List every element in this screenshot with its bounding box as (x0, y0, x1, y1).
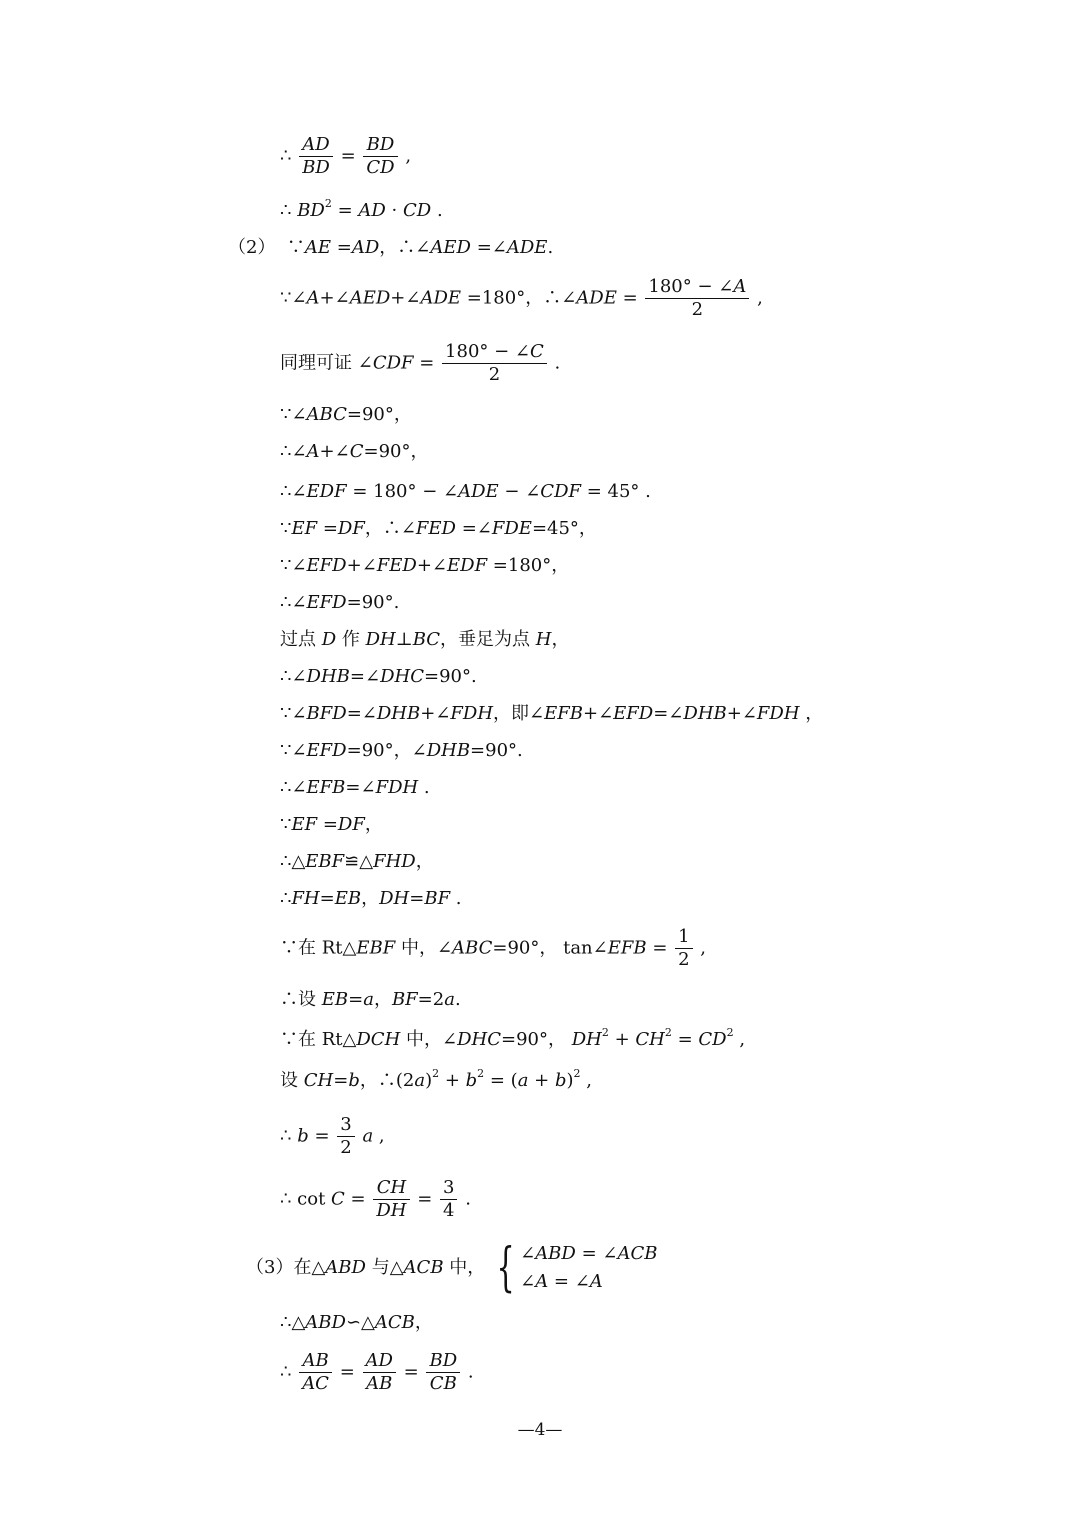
proof-line-27: ∴△ABD∽△ACB， (280, 1312, 433, 1333)
proof-line-20: ∵在 Rt△EBF 中，∠ABC=90°， tan∠EFB = $\frac{1}{2}$ , (280, 926, 707, 970)
proof-line-12: 过点 D 作 DH⊥BC，垂足为点 H， (280, 629, 570, 650)
page-number: —4— (517, 1420, 563, 1440)
proof-line-28: ∴ $\frac{AB}{AC}$ = $\frac{AD}{AB}$ = $\frac{BD}{CB}$ . (280, 1350, 474, 1394)
proof-line-10: ∵∠EFD+∠FED+∠EDF =180°， (280, 555, 570, 576)
proof-line-21: ∴设 EB=a，BF=2a. (280, 989, 461, 1010)
proof-line-11: ∴∠EFD=90°. (280, 592, 400, 613)
proof-line-2: ∴ $BD^2$ = AD · CD . (280, 197, 443, 221)
proof-line-22: ∵在 Rt△DCH 中，∠DHC=90°， $DH^2 + CH^2 = CD^2$ , (280, 1026, 746, 1050)
proof-line-7: ∴∠A+∠C=90°， (280, 441, 429, 462)
proof-line-23: 设 CH=b，$\therefore(2a)^2 + b^2 = (a + b)^2$ , (280, 1067, 592, 1091)
proof-line-24: ∴ b = $\frac{3}{2}$ a , (280, 1114, 385, 1158)
proof-line-19: ∴FH=EB，DH=BF . (280, 888, 462, 909)
proof-line-4: ∵∠A+∠AED+∠ADE =180°，∴∠ADE = $\frac{180^\circ - \angle A}{2}$ , (280, 276, 763, 320)
proof-line-6: ∵∠ABC=90°， (280, 404, 412, 425)
proof-line-17: ∵EF =DF， (280, 814, 383, 835)
proof-line-8: ∴∠EDF = 180° − ∠ADE − ∠CDF = 45° . (280, 481, 651, 502)
proof-line-25: ∴ cot C = $\frac{CH}{DH}$ = $\frac{3}{4}$ . (280, 1177, 471, 1221)
proof-line-18: ∴△EBF≌△FHD， (280, 851, 434, 872)
proof-line-26: （3）在△ABD 与△ACB 中， { ∠ABD = ∠ACB ∠A = ∠A (246, 1238, 658, 1298)
proof-line-1: ∴ $\frac{AD}{BD}$ = $\frac{BD}{CD}$ , (280, 134, 412, 178)
proof-line-15: ∵∠EFD=90°，∠DHB=90°. (280, 740, 523, 761)
proof-line-3: （2） ∵AE =AD，∴∠AED =∠ADE. (228, 237, 554, 258)
proof-line-16: ∴∠EFB=∠FDH . (280, 777, 430, 798)
proof-line-5: 同理可证 ∠CDF = $\frac{180^\circ - \angle C}{2}$ . (280, 341, 561, 385)
proof-line-9: ∵EF =DF，∴∠FED =∠FDE=45°， (280, 518, 597, 539)
proof-line-14: ∵∠BFD=∠DHB+∠FDH，即∠EFB+∠EFD=∠DHB+∠FDH ， (280, 703, 824, 724)
proof-line-13: ∴∠DHB=∠DHC=90°. (280, 666, 477, 687)
